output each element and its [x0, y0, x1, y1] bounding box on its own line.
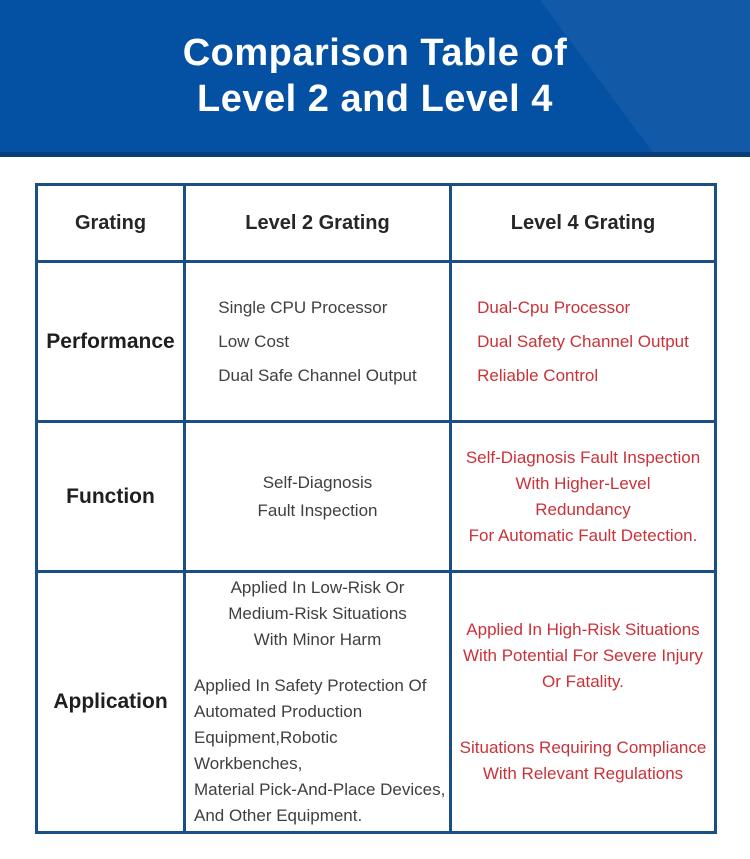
row-label-function: Function — [66, 484, 155, 508]
row-label-application: Application — [53, 690, 168, 713]
application-level2-line: Medium-Risk Situations — [228, 604, 407, 623]
performance-level2-line: Low Cost — [218, 331, 290, 351]
function-level4-line: With Higher-Level — [515, 473, 651, 493]
application-level4-line: Situations Requiring Compliance — [459, 738, 707, 757]
performance-level4-line: Dual-Cpu Processor — [477, 297, 631, 317]
header-level4-grating: Level 4 Grating — [449, 186, 714, 260]
header-level2-grating: Level 2 Grating — [183, 186, 449, 260]
application-level2-line: Material Pick-And-Place Devices, — [194, 780, 446, 799]
function-level4-line: Self-Diagnosis Fault Inspection — [465, 447, 701, 467]
table-row-application — [38, 570, 714, 831]
application-level2-line: Applied In Safety Protection Of — [194, 676, 427, 695]
function-level2-line: Fault Inspection — [257, 500, 378, 520]
function-level2-cell — [183, 423, 449, 570]
performance-level4-cell — [449, 263, 714, 420]
table-row-performance — [38, 260, 714, 420]
title-banner — [0, 0, 750, 157]
performance-level2-cell — [183, 263, 449, 420]
application-level2-line: Applied In Low-Risk Or — [230, 578, 405, 597]
application-level2-line: And Other Equipment. — [194, 806, 363, 825]
page-title — [183, 30, 568, 122]
table-header-row — [38, 186, 714, 260]
performance-level4-line: Dual Safety Channel Output — [477, 331, 689, 351]
application-level4-line: With Potential For Severe Injury — [463, 646, 703, 665]
function-level4-line: Redundancy — [535, 499, 631, 519]
application-level2-line: Equipment,Robotic Workbenches, — [194, 728, 338, 773]
table-row-function — [38, 420, 714, 570]
application-level2-line: With Minor Harm — [253, 630, 382, 649]
application-level4-cell — [449, 573, 714, 831]
comparison-table — [35, 183, 717, 834]
performance-level2-line: Dual Safe Channel Output — [218, 365, 417, 385]
application-level4-line: With Relevant Regulations — [482, 764, 684, 783]
page-title-line1: Comparison Table of — [182, 32, 568, 74]
function-level4-line: For Automatic Fault Detection. — [468, 525, 698, 545]
page-title-line2: Level 2 and Level 4 — [197, 78, 553, 120]
header-grating: Grating — [74, 211, 147, 234]
application-level2-line: Automated Production — [194, 702, 363, 721]
application-level4-line: Applied In High-Risk Situations — [466, 620, 700, 639]
application-level4-line: Or Fatality. — [542, 672, 624, 691]
performance-level2-line: Single CPU Processor — [218, 297, 388, 317]
performance-level4-line: Reliable Control — [477, 365, 599, 385]
function-level2-line: Self-Diagnosis — [262, 472, 373, 492]
row-label-performance: Performance — [46, 329, 175, 353]
application-level2-cell — [183, 573, 449, 831]
function-level4-cell — [449, 423, 714, 570]
